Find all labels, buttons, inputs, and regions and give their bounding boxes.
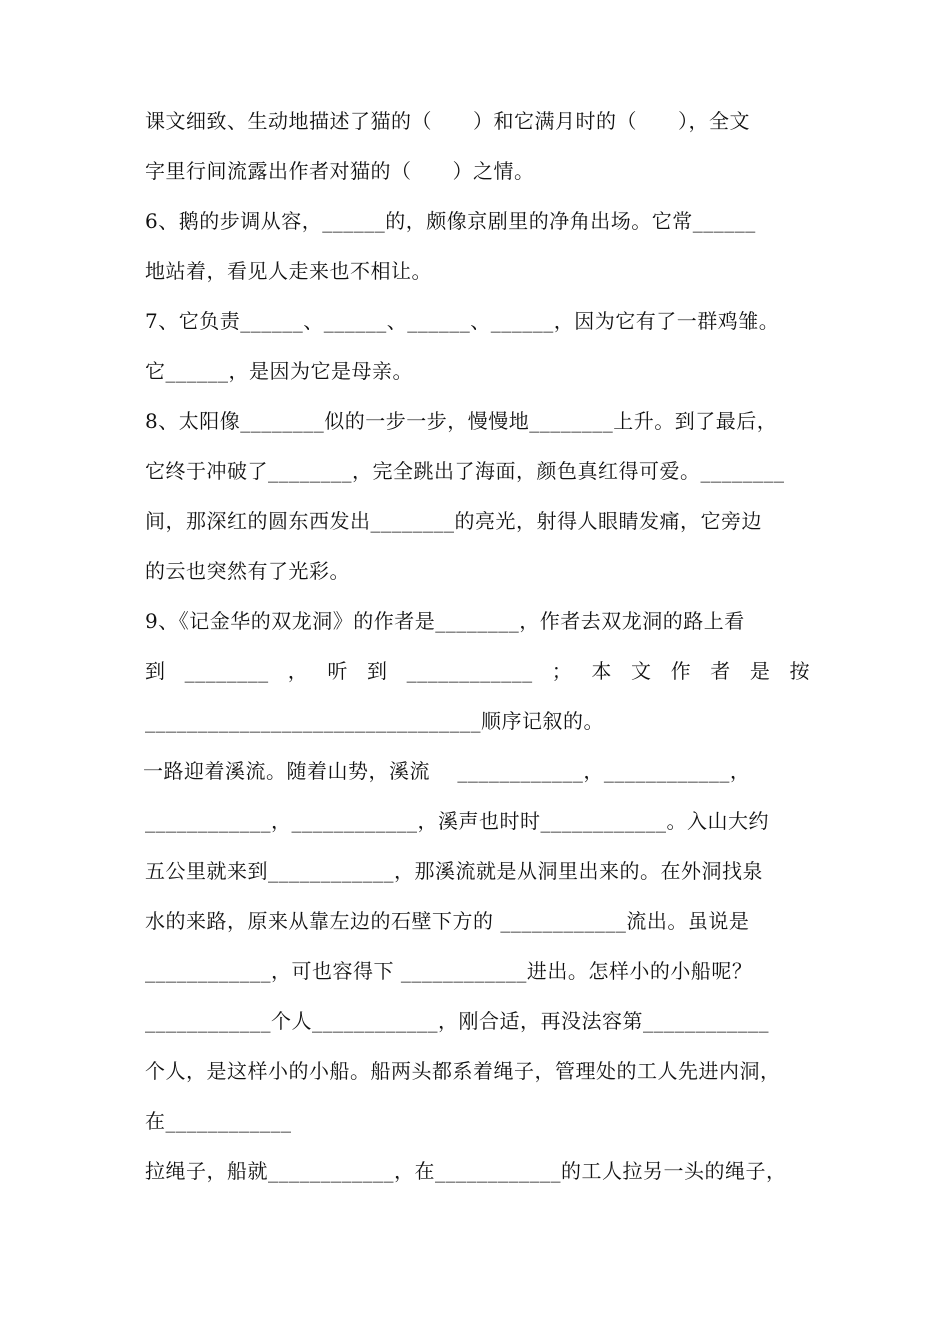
justified-char: 本 [591, 659, 612, 683]
justified-char: 作 [670, 659, 692, 683]
justified-char: 到 [145, 659, 166, 683]
text-line: 间，那深红的圆东西发出________的亮光，射得人眼睛发痛，它旁边 [145, 509, 762, 533]
text-line: 它终于冲破了________，完全跳出了海面，颜色真红得可爱。________ [145, 459, 785, 483]
text-line: 一路迎着溪流。随着山势，溪流 ____________，____________， [143, 759, 751, 783]
text-line: ____________，可也容得下 ____________进出。怎样小的小船呢？ [145, 959, 753, 983]
text-line: 8、太阳像________似的一步一步，慢慢地________上升。到了最后， [145, 409, 778, 433]
text-line: ____________个人____________，刚合适，再没法容第____________ [145, 1009, 769, 1033]
justified-char: 按 [789, 659, 810, 683]
text-line: 的云也突然有了光彩。 [145, 559, 350, 583]
text-line: 水的来路，原来从靠左边的石壁下方的 ____________流出。虽说是 [145, 909, 750, 933]
text-line: 五公里就来到____________，那溪流就是从洞里出来的。在外洞找泉 [145, 859, 763, 883]
justified-char: 是 [749, 659, 771, 683]
text-line: 字里行间流露出作者对猫的（ ）之情。 [145, 159, 535, 183]
text-line: 地站着，看见人走来也不相让。 [145, 259, 432, 283]
justified-blank: ________ [184, 659, 269, 683]
text-line: ________________________________顺序记叙的。 [145, 709, 604, 733]
text-line: 它______，是因为它是母亲。 [145, 359, 413, 383]
justified-char: 文 [631, 659, 652, 683]
text-line: 课文细致、生动地描述了猫的（ ）和它满月时的（ ），全文 [145, 109, 750, 133]
justified-char: 到 [367, 659, 388, 683]
text-line: 6、鹅的步调从容，______的，颇像京剧里的净角出场。它常______ [145, 209, 756, 233]
justified-char: 者 [710, 659, 731, 683]
text-line: 拉绳子，船就____________，在____________的工人拉另一头的绳子， [145, 1159, 787, 1183]
text-line: 在____________ [145, 1109, 292, 1133]
text-line: 7、它负责______、______、______、______，因为它有了一群鸡雏。 [145, 309, 780, 333]
justified-char: ； [551, 659, 573, 683]
text-line: ____________，____________，溪声也时时____________。入山大约 [145, 809, 769, 833]
justified-char: ， [287, 659, 309, 683]
text-line: 个人，是这样小的小船。船两头都系着绳子，管理处的工人先进内洞， [145, 1059, 781, 1083]
justified-char: 听 [327, 659, 348, 683]
text-line: 9、《记金华的双龙洞》的作者是________，作者去双龙洞的路上看 [145, 609, 745, 633]
justified-text-line [145, 654, 810, 688]
justified-blank: ____________ [406, 659, 533, 683]
